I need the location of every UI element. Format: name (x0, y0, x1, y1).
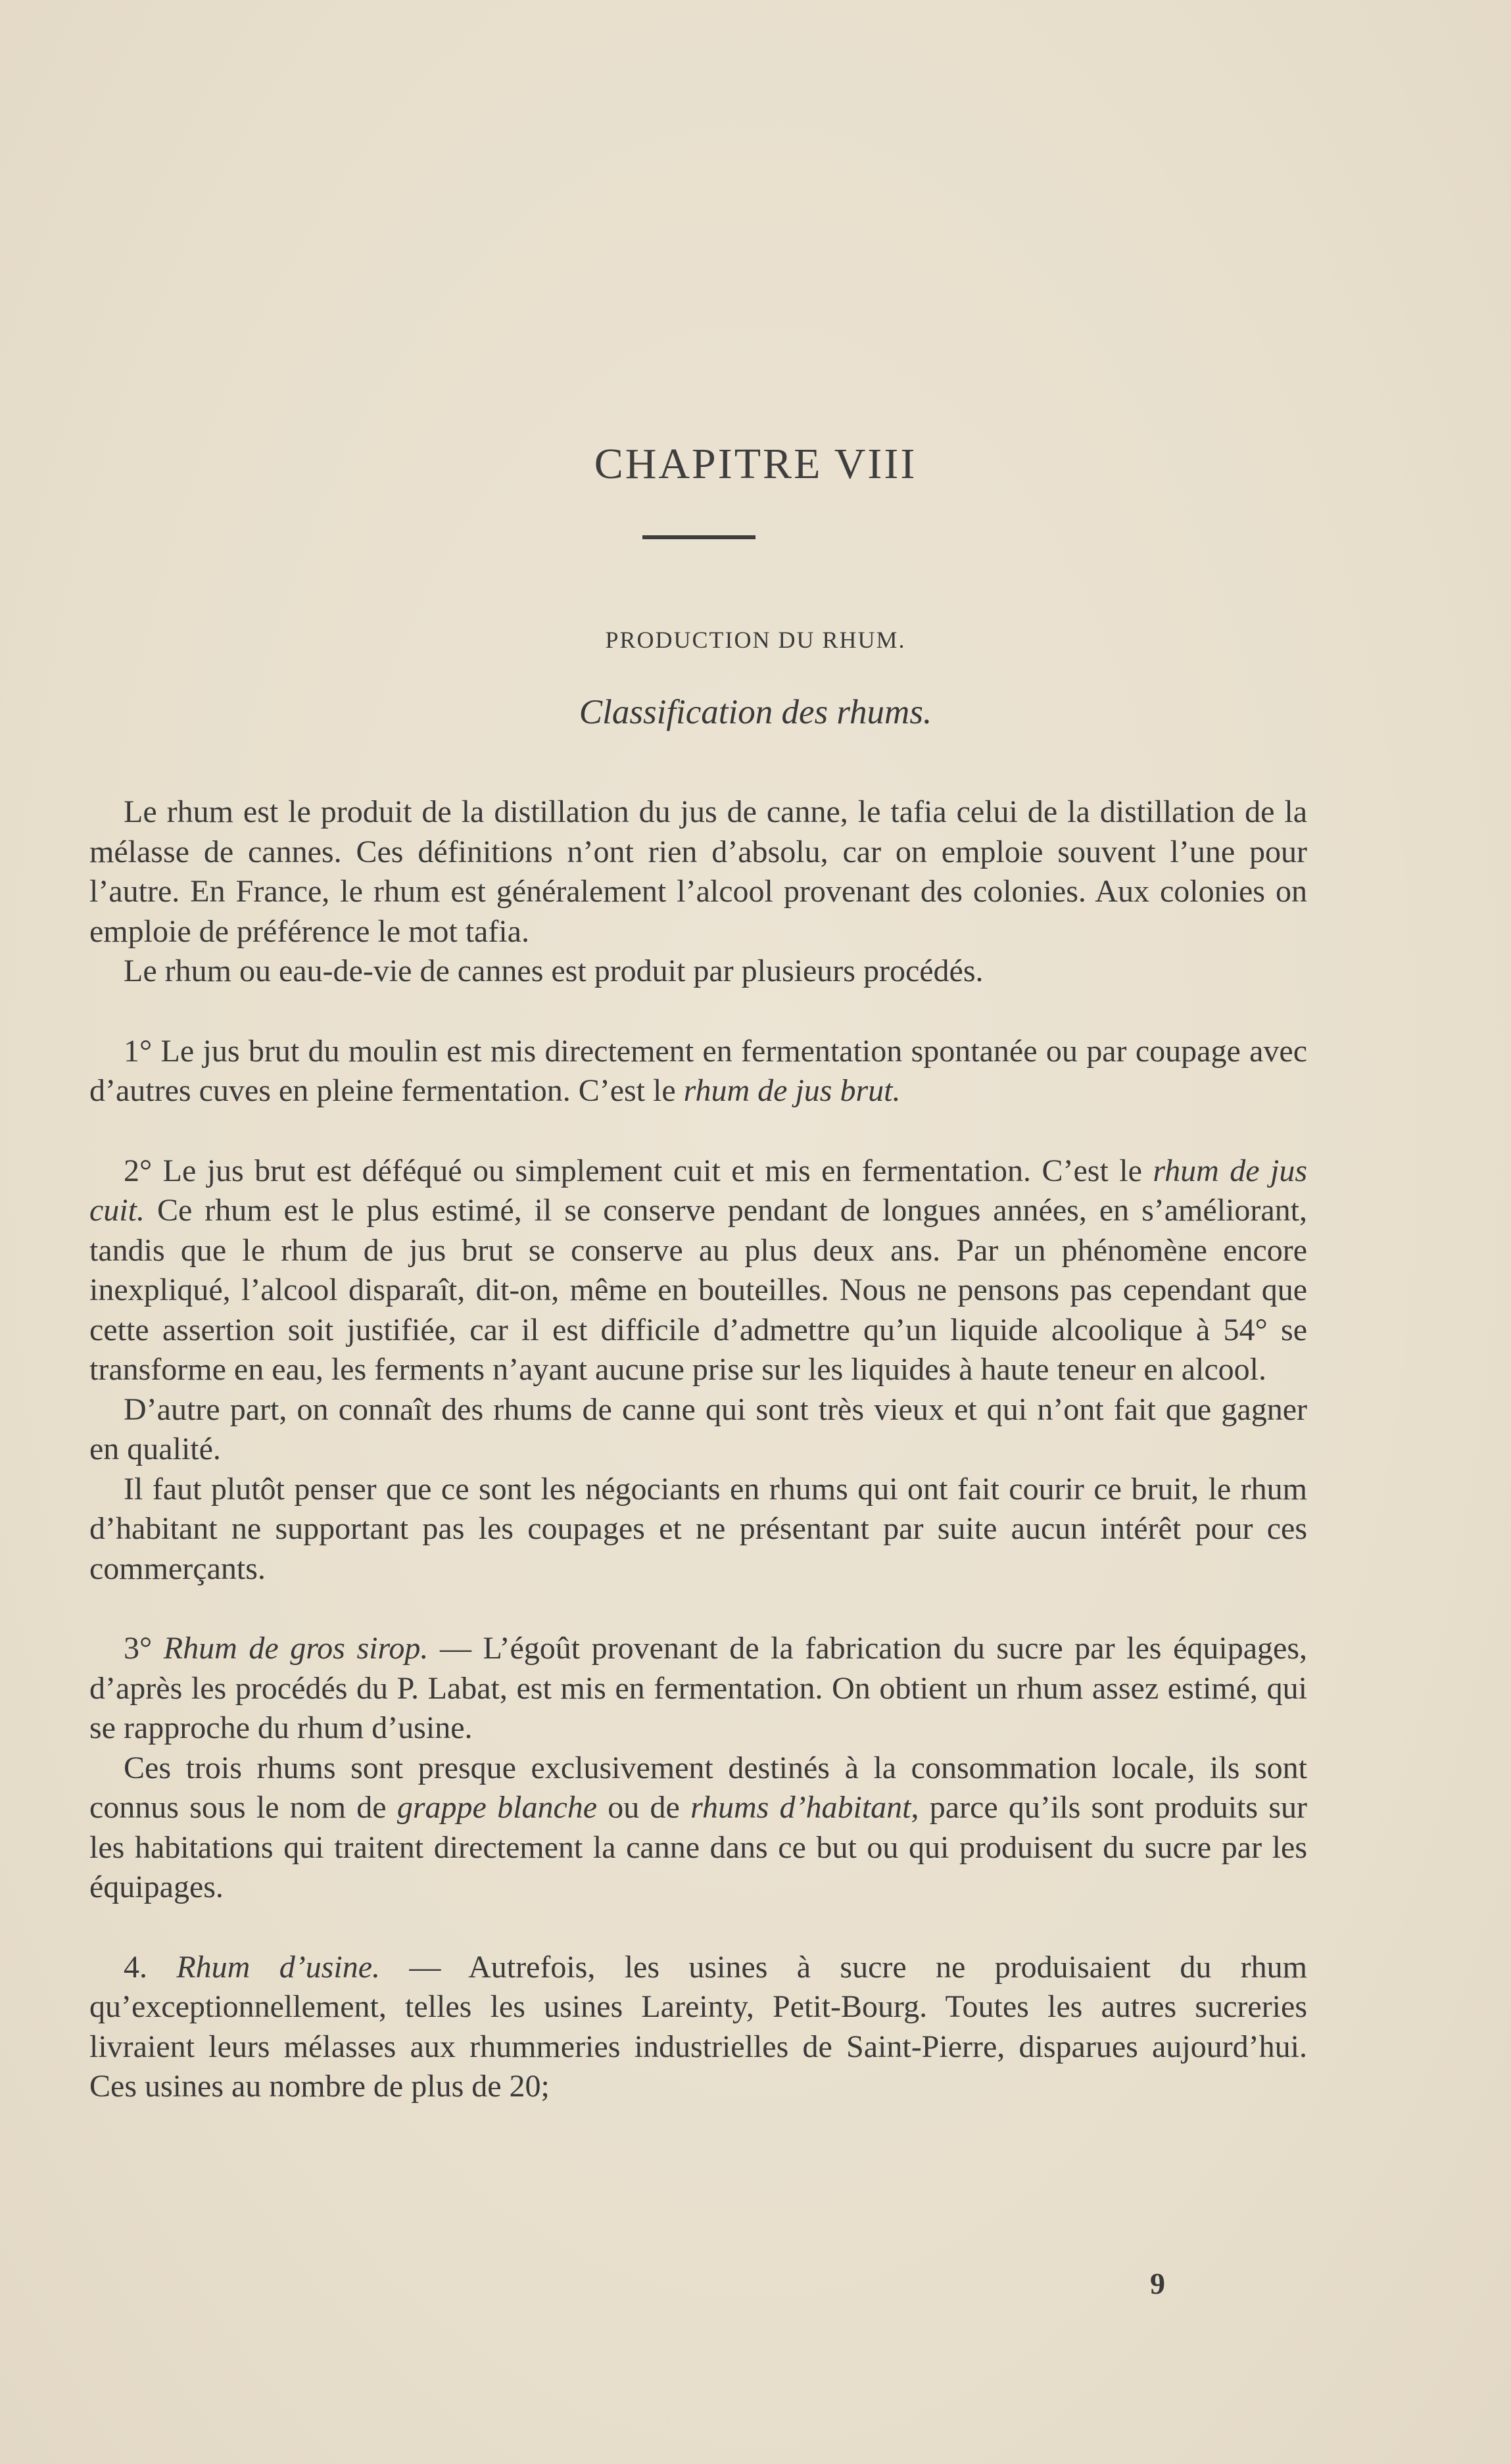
italic-term: Rhum d’usine. (176, 1949, 381, 1985)
paragraph-text: 2° Le jus brut est déféqué ou simplement cuit et mis en fermentation. C’est le (124, 1153, 1153, 1188)
paragraph-negociants: Il faut plutôt penser que ce sont les négociants en rhums qui ont fait courir ce bruit, le rhum d’habitant ne supportant pas les coupages et ne présentant par suite aucun intérêt pour ces commerçants. (89, 1471, 1307, 1586)
paragraph-text: 3° (124, 1631, 164, 1666)
paragraph-text: — Autrefois, les usines à sucre ne produisaient du rhum qu’exceptionnellement, telles les usines Lareinty, Petit-Bourg. Toutes les autres sucreries livraient leurs mélasses aux rhummeries industrielles de Saint-Pierre, disparues aujourd’hui. Ces usines au nombre de plus de 20; (89, 1949, 1308, 2104)
paragraph-text: 4. (124, 1949, 177, 1985)
page-number: 9 (1150, 2267, 1165, 2300)
subsection-heading: Classification des rhums. (579, 693, 932, 731)
paragraph-rhums-habitant (89, 1749, 1307, 1908)
paragraph-text: 1° Le jus brut du moulin est mis directement en fermentation spontanée ou par coupage avec d’autres cuves en pleine fermentation. C’est le (89, 1033, 1307, 1108)
paragraph-procedes: Le rhum ou eau-de-vie de cannes est produit par plusieurs procédés. (124, 954, 984, 988)
italic-term: rhum de jus cuit. (89, 1153, 1307, 1228)
paragraph-rhums-vieux: D’autre part, on connaît des rhums de canne qui sont très vieux et qui n’ont fait que gagner en qualité. (89, 1391, 1307, 1466)
title-divider (642, 535, 756, 539)
italic-term: rhum de jus brut. (683, 1073, 901, 1108)
section-heading: PRODUCTION DU RHUM. (605, 627, 906, 653)
paragraph-gros-sirop (89, 1629, 1307, 1749)
paragraph-text: — L’égoût provenant de la fabrication du sucre par les équipages, d’après les procédés du P. Labat, est mis en fermentation. On obtient un rhum assez estimé, qui se rapproche du rhum d’usine. (89, 1631, 1307, 1745)
paragraph-jus-brut (89, 1032, 1307, 1111)
body-text (89, 792, 1307, 2107)
paragraph-text: , parce qu’ils sont produits sur les habitations qui traitent directement la canne dans ce but ou qui produisent du sucre par les équipages. (89, 1790, 1308, 1904)
paragraph-text: Ce rhum est le plus estimé, il se conserve pendant de longues années, en s’améliorant, tandis que le rhum de jus brut se conserve au plus deux ans. Par un phénomène encore inexpliqué, l’alcool disparaît, dit-on, même en bouteilles. Nous ne pensons pas cependant que cette assertion soit justifiée, car il est difficile d’admettre qu’un liquide alcoolique à 54° se transforme en eau, les ferments n’ayant aucune prise sur les liquides à haute teneur en alcool. (89, 1193, 1307, 1387)
italic-term: grappe blanche (396, 1790, 598, 1825)
chapter-title: CHAPITRE VIII (594, 440, 917, 488)
paragraph-text: Ces trois rhums sont presque exclusivement destinés à la consommation locale, ils sont connus sous le nom de (89, 1750, 1307, 1825)
paragraph-jus-cuit (89, 1151, 1307, 1390)
italic-term: Rhum de gros sirop. (163, 1631, 429, 1666)
italic-term: rhums d’habitant (690, 1790, 911, 1825)
paragraph-text: ou de (597, 1790, 691, 1825)
paragraph-rhum-usine (89, 1948, 1307, 2107)
paragraph-rhum-definition: Le rhum est le produit de la distillation du jus de canne, le tafia celui de la distillation de la mélasse de cannes. Ces définitions n’ont rien d’absolu, car on emploie souvent l’une pour l’autre. En France, le rhum est généralement l’alcool provenant des colonies. Aux colonies on emploie de préférence le mot tafia. (89, 794, 1307, 949)
